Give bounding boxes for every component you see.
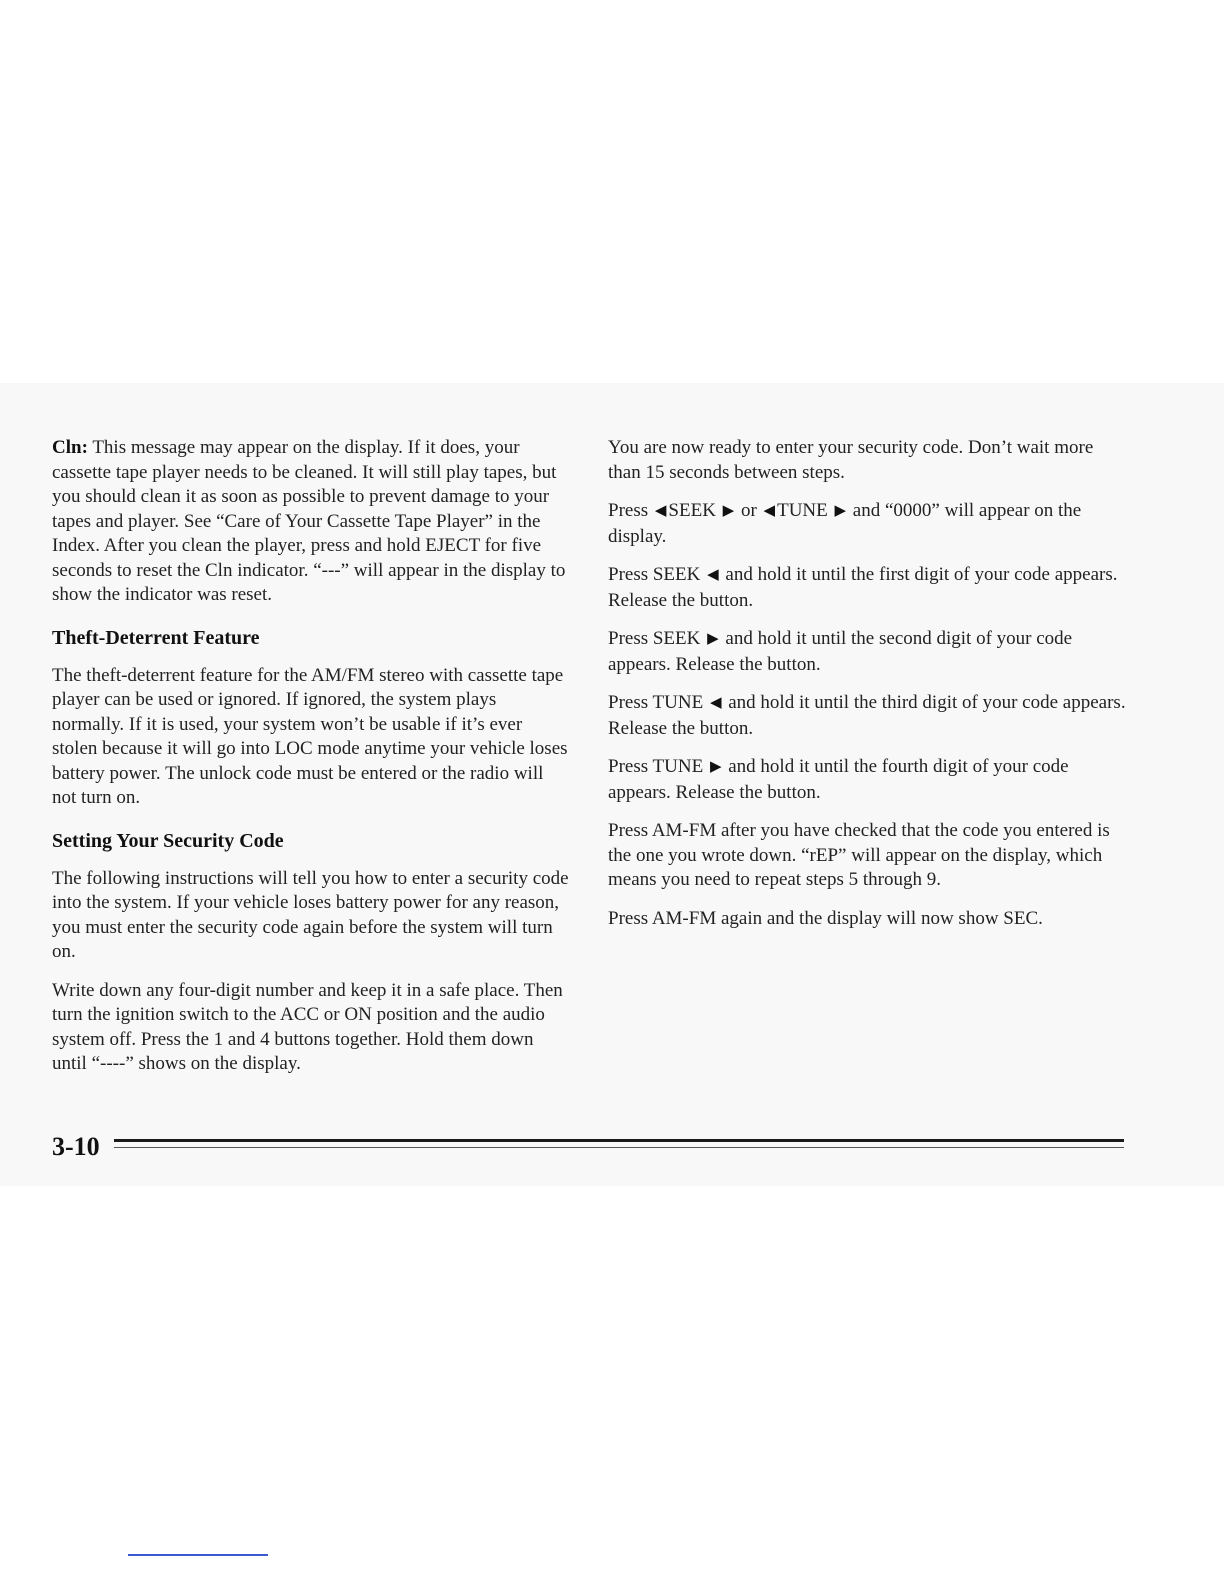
- theft-deterrent-heading: Theft-Deterrent Feature: [52, 626, 260, 649]
- footer-rule-thin: [114, 1147, 1124, 1148]
- step-seek-right-before: Press SEEK: [608, 628, 701, 649]
- step-seek-right-after: and hold it until the second digit of your code appears. Release the button.: [608, 628, 1073, 675]
- amfm-again-paragraph: Press AM-FM again and the display will now show SEC.: [608, 907, 1043, 929]
- step-seek-left-paragraph: [608, 563, 1128, 613]
- cln-term: Cln:: [52, 437, 88, 458]
- cln-text: This message may appear on the display. If it does, your cassette tape player needs to be cleaned. It will still play tapes, but you should clean it as soon as possible to prevent damage to your tapes and player. See “Care of Your Cassette Tape Player” in the Index. After you clean the player, press and hold EJECT for five seconds to reset the Cln indicator. “---” will appear in the display to show the indicator was reset.: [52, 437, 566, 605]
- page-footer: [52, 1130, 1124, 1170]
- step-press-label: Press: [608, 500, 649, 521]
- right-arrow-icon: ▶: [709, 759, 722, 775]
- right-arrow-icon: ▶: [707, 631, 719, 647]
- left-column: [52, 436, 572, 1091]
- footer-rule-thick: [114, 1139, 1124, 1142]
- step-seek-label: SEEK: [668, 500, 716, 521]
- left-arrow-icon: ◀: [763, 503, 776, 519]
- step-seek-right-paragraph: [608, 627, 1128, 677]
- right-arrow-icon: ▶: [834, 503, 847, 519]
- amfm-check-paragraph: Press AM-FM after you have checked that the code you entered is the one you wrote down. “rEP” will appear on the display, which means you need to repeat steps 5 through 9.: [608, 820, 1110, 890]
- step-seek-tune-paragraph: [608, 499, 1128, 549]
- step-seek-left-after: and hold it until the first digit of your code appears. Release the button.: [608, 564, 1118, 611]
- bottom-link-underline: [128, 1554, 268, 1556]
- write-down-paragraph: Write down any four-digit number and keep it in a safe place. Then turn the ignition switch to the ACC or ON position and the audio system off. Press the 1 and 4 buttons together. Hold them down until “----” shows on the display.: [52, 979, 563, 1074]
- left-arrow-icon: ◀: [654, 503, 667, 519]
- setting-security-code-paragraph: The following instructions will tell you how to enter a security code into the system. If your vehicle loses battery power for any reason, you must enter the security code again before the system will turn on.: [52, 867, 569, 962]
- step-seek-tune-rest: and “0000” will appear on the display.: [608, 500, 1082, 547]
- step-or-label: or: [740, 500, 757, 521]
- right-arrow-icon: ▶: [722, 503, 735, 519]
- step-tune-label: TUNE: [777, 500, 828, 521]
- step-seek-left-before: Press SEEK: [608, 564, 701, 585]
- cln-paragraph: [52, 436, 572, 608]
- left-arrow-icon: ◀: [709, 695, 722, 711]
- setting-security-code-heading: Setting Your Security Code: [52, 829, 284, 852]
- step-tune-left-before: Press TUNE: [608, 692, 704, 713]
- page-number: 3-10: [52, 1132, 100, 1161]
- step-tune-right-before: Press TUNE: [608, 756, 704, 777]
- step-tune-right-paragraph: [608, 755, 1128, 805]
- step-tune-right-after: and hold it until the fourth digit of your code appears. Release the button.: [608, 756, 1069, 803]
- left-arrow-icon: ◀: [707, 567, 719, 583]
- step-tune-left-after: and hold it until the third digit of your code appears. Release the button.: [608, 692, 1126, 739]
- right-column: [608, 436, 1128, 945]
- step-tune-left-paragraph: [608, 691, 1128, 741]
- ready-paragraph: You are now ready to enter your security code. Don’t wait more than 15 seconds between steps.: [608, 437, 1094, 483]
- theft-deterrent-paragraph: The theft-deterrent feature for the AM/FM stereo with cassette tape player can be used or ignored. If ignored, the system plays normally. If it is used, your system won’t be usable if it’s ever stolen because it will go into LOC mode anytime your vehicle loses battery power. The unlock code must be entered or the radio will not turn on.: [52, 664, 568, 808]
